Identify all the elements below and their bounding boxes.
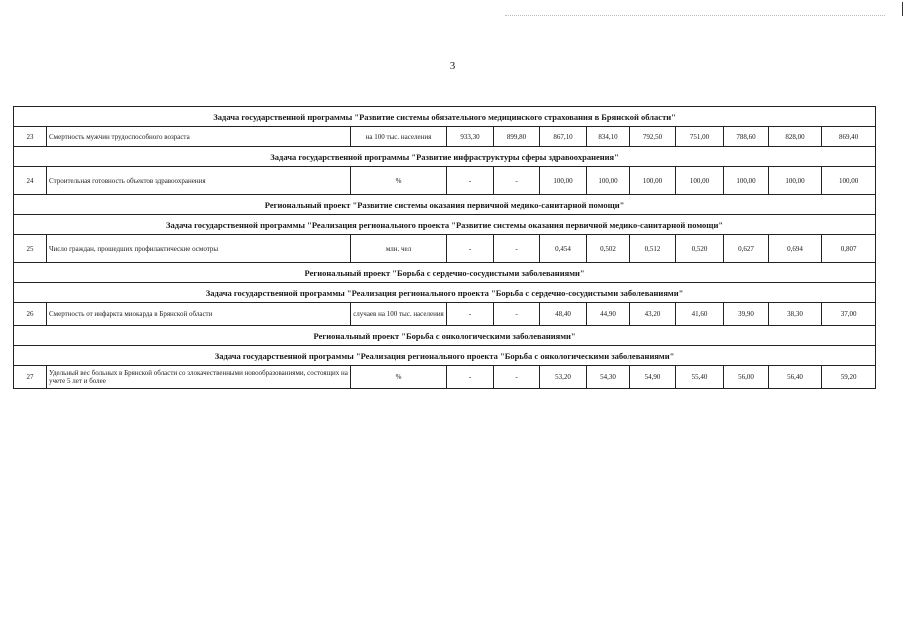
row-number: 27 [14,366,47,389]
page-number: 3 [449,60,456,72]
value-cell: 788,60 [724,127,769,147]
section-title: Региональный проект "Борьба с онкологическими заболеваниями" [14,326,876,346]
value-cell: 100,00 [630,167,676,195]
unit-of-measure: млн. чел [351,235,447,263]
unit-of-measure: % [351,167,447,195]
indicator-name: Строительная готовность объектов здравоохранения [47,167,351,195]
value-cell: 59,20 [822,366,876,389]
value-cell: 0,694 [769,235,822,263]
section-title: Задача государственной программы "Реализация регионального проекта "Борьба с онкологическими заболеваниями" [14,346,876,366]
section-header-row [14,283,876,303]
value-cell: 54,30 [587,366,630,389]
section-header-row [14,195,876,215]
value-cell: - [447,167,494,195]
scan-noise [505,15,885,17]
value-cell: 56,00 [724,366,769,389]
section-header-row [14,147,876,167]
value-cell: 43,20 [630,303,676,326]
value-cell: 37,00 [822,303,876,326]
unit-of-measure: на 100 тыс. населения [351,127,447,147]
value-cell: 0,512 [630,235,676,263]
value-cell: 792,50 [630,127,676,147]
value-cell: - [494,303,540,326]
table-row [14,303,876,326]
value-cell: 53,20 [540,366,587,389]
value-cell: 39,90 [724,303,769,326]
value-cell: 100,00 [676,167,724,195]
value-cell: 899,80 [494,127,540,147]
program-indicators-table [13,106,876,389]
table-row [14,235,876,263]
row-number: 24 [14,167,47,195]
indicator-name: Удельный вес больных в Брянской области со злокачественными новообразованиями, состоящих на учете 5 лет и более [47,366,351,389]
row-number: 25 [14,235,47,263]
value-cell: 56,40 [769,366,822,389]
value-cell: 0,520 [676,235,724,263]
value-cell: - [494,167,540,195]
table-row [14,167,876,195]
section-title: Задача государственной программы "Развитие системы обязательного медицинского страхования в Брянской области" [14,107,876,127]
indicator-name: Смертность мужчин трудоспособного возраста [47,127,351,147]
row-number: 26 [14,303,47,326]
value-cell: - [447,303,494,326]
section-header-row [14,107,876,127]
value-cell: - [447,235,494,263]
section-title: Задача государственной программы "Реализация регионального проекта "Борьба с сердечно-сосудистыми заболеваниями" [14,283,876,303]
value-cell: 869,40 [822,127,876,147]
value-cell: 55,40 [676,366,724,389]
value-cell: 41,60 [676,303,724,326]
value-cell: 100,00 [769,167,822,195]
value-cell: 100,00 [724,167,769,195]
indicator-name: Смертность от инфаркта миокарда в Брянской области [47,303,351,326]
value-cell: 834,10 [587,127,630,147]
value-cell: 933,30 [447,127,494,147]
indicator-name: Число граждан, прошедших профилактические осмотры [47,235,351,263]
value-cell: 100,00 [587,167,630,195]
unit-of-measure: % [351,366,447,389]
table-row [14,366,876,389]
value-cell: 0,807 [822,235,876,263]
value-cell: 0,627 [724,235,769,263]
scan-edge-mark [902,2,903,16]
section-title: Задача государственной программы "Развитие инфраструктуры сферы здравоохранения" [14,147,876,167]
section-header-row [14,326,876,346]
value-cell: 54,90 [630,366,676,389]
value-cell: 48,40 [540,303,587,326]
value-cell: 828,00 [769,127,822,147]
value-cell: 44,90 [587,303,630,326]
section-header-row [14,263,876,283]
row-number: 23 [14,127,47,147]
value-cell: 751,00 [676,127,724,147]
section-title: Задача государственной программы "Реализация регионального проекта "Развитие системы оказания первичной медико-санитарной помощи" [14,215,876,235]
value-cell: 867,10 [540,127,587,147]
value-cell: 100,00 [822,167,876,195]
value-cell: 0,502 [587,235,630,263]
section-header-row [14,215,876,235]
value-cell: 38,30 [769,303,822,326]
value-cell: - [494,366,540,389]
value-cell: - [447,366,494,389]
value-cell: - [494,235,540,263]
section-header-row [14,346,876,366]
table-body [14,107,876,389]
unit-of-measure: случаев на 100 тыс. населения [351,303,447,326]
value-cell: 0,454 [540,235,587,263]
value-cell: 100,00 [540,167,587,195]
table-row [14,127,876,147]
section-title: Региональный проект "Развитие системы оказания первичной медико-санитарной помощи" [14,195,876,215]
section-title: Региональный проект "Борьба с сердечно-сосудистыми заболеваниями" [14,263,876,283]
